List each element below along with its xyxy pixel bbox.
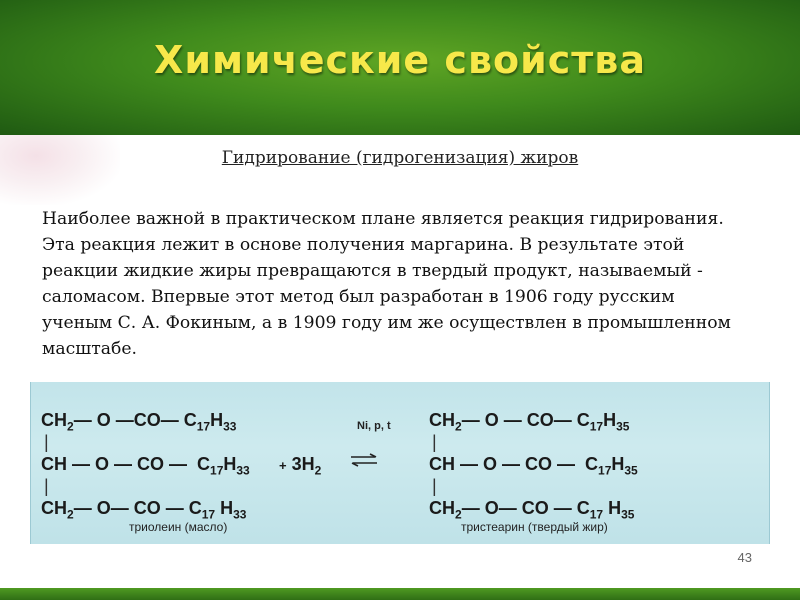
bond-line: |: [432, 476, 437, 496]
reactant-caption: триолеин (масло): [129, 520, 228, 534]
equilibrium-arrow-icon: [349, 453, 379, 467]
reaction-conditions: Ni, p, t: [357, 420, 391, 432]
slide-subtitle: Гидрирование (гидрогенизация) жиров: [221, 148, 579, 168]
page-number: 43: [737, 550, 752, 565]
slide-title: Химические свойства: [154, 38, 646, 82]
reagent-hydrogen: + $3H_2$: [279, 454, 322, 478]
product-row-3: $CH_2—$ O— CO — $C_{17}$ $H_{35}$: [429, 498, 635, 522]
bond-line: |: [432, 432, 437, 452]
bond-line: |: [44, 432, 49, 452]
decorative-image: [0, 135, 120, 205]
footer-bar: [0, 588, 800, 600]
title-banner: [0, 0, 800, 135]
reactant-row-1: $CH_2—$ O —CO— $C_{17}H_{33}$: [41, 410, 237, 434]
bond-line: |: [44, 476, 49, 496]
product-row-1: $CH_2—$ O — CO— $C_{17}H_{35}$: [429, 410, 630, 434]
body-paragraph: Наиболее важной в практическом плане является реакция гидрирования. Эта реакция лежит в основе получения маргарина. В результате этой реакции жидкие жиры превращаются в твердый продукт, называемый - саломасом. Впервые этот метод был разработан в 1906 году русским ученым С. А. Фокиным, а в 1909 году им же осуществлен в промышленном масштабе.: [42, 209, 731, 359]
product-row-2: CH — O — CO — $C_{17}H_{35}$: [429, 454, 638, 478]
reactant-row-3: $CH_2—$ O— CO — $C_{17}$ $H_{33}$: [41, 498, 247, 522]
product-caption: тристеарин (твердый жир): [461, 520, 608, 534]
reaction-scheme: [30, 382, 770, 544]
reactant-row-2: CH — O — CO — $C_{17}H_{33}$: [41, 454, 250, 478]
